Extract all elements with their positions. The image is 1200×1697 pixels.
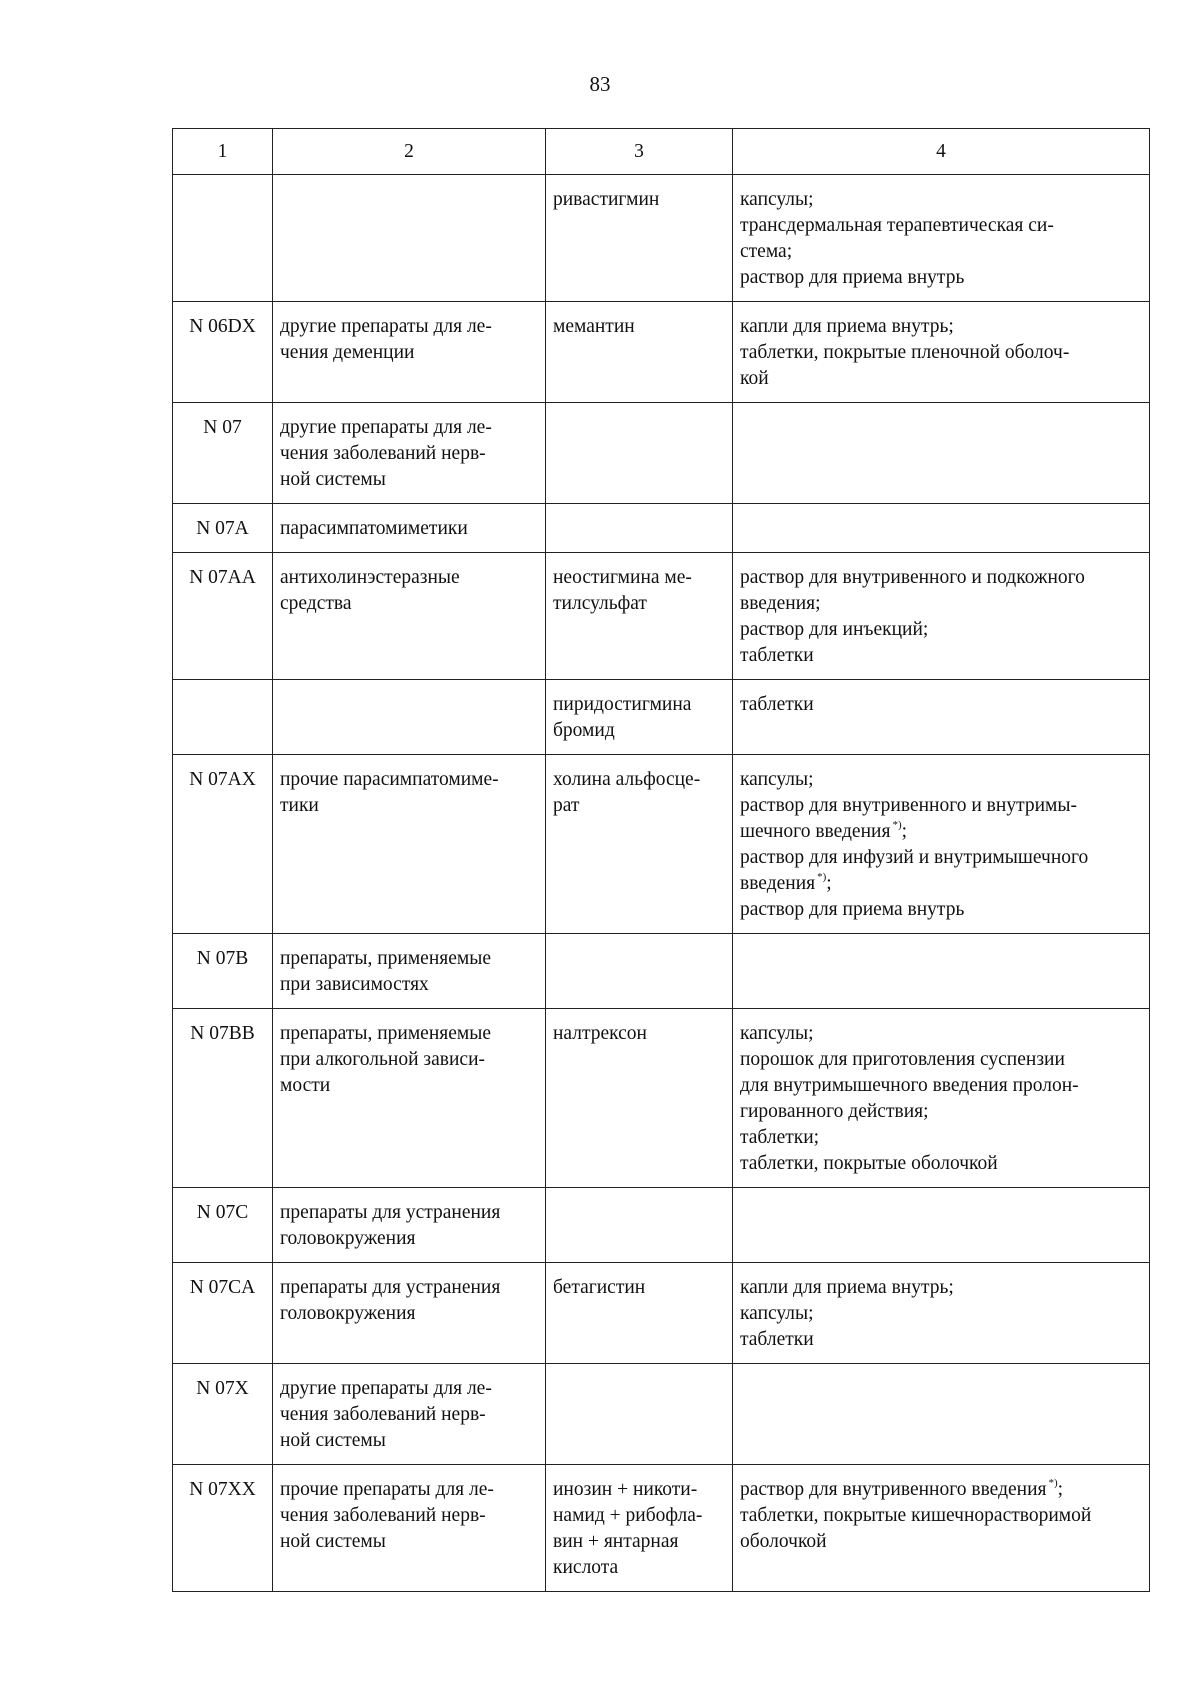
dosage-form-text: трансдермальная терапевтическая си-	[740, 215, 1054, 236]
column-header-2: 2	[273, 129, 546, 175]
atc-code-cell: N 07	[173, 403, 273, 504]
dosage-form-text: порошок для приготовления суспензии	[740, 1049, 1065, 1070]
table-row	[173, 175, 1150, 302]
dosage-form-text: таблетки;	[740, 1127, 820, 1148]
dosage-form-line	[740, 793, 1143, 819]
group-name-cell	[273, 755, 546, 934]
group-name-line: чения заболеваний нерв-	[280, 443, 486, 464]
table-row	[173, 755, 1150, 934]
group-name-line: чения деменции	[280, 342, 415, 363]
substance-line: бромид	[553, 720, 615, 741]
substance-line: ривастигмин	[553, 189, 660, 210]
substance-line: тилсульфат	[553, 593, 647, 614]
dosage-form-text: стема;	[740, 241, 793, 262]
group-name-cell	[273, 680, 546, 755]
atc-code-cell: N 07X	[173, 1364, 273, 1465]
group-name-cell	[273, 504, 546, 553]
substance-cell	[546, 934, 733, 1009]
group-name-line: прочие препараты для ле-	[280, 1479, 494, 1500]
dosage-form-punctuation: ;	[826, 873, 832, 894]
substance-cell	[546, 1364, 733, 1465]
dosage-form-line	[740, 1099, 1143, 1125]
group-name-line: прочие парасимпатомиме-	[280, 769, 499, 790]
dosage-form-cell	[733, 175, 1150, 302]
dosage-form-text: капли для приема внутрь;	[740, 1277, 954, 1298]
dosage-form-cell	[733, 302, 1150, 403]
group-name-line: другие препараты для ле-	[280, 1378, 492, 1399]
dosage-form-line	[740, 819, 1143, 845]
group-name-line: головокружения	[280, 1303, 416, 1324]
dosage-form-line	[740, 1125, 1143, 1151]
dosage-form-cell	[733, 934, 1150, 1009]
table-row	[173, 1009, 1150, 1188]
dosage-form-line	[740, 617, 1143, 643]
dosage-form-line	[740, 871, 1143, 897]
dosage-form-line	[740, 643, 1143, 669]
dosage-form-text: капсулы;	[740, 1303, 814, 1324]
group-name-cell	[273, 1009, 546, 1188]
substance-cell	[546, 1263, 733, 1364]
atc-code-cell: N 07AX	[173, 755, 273, 934]
dosage-form-line	[740, 1503, 1143, 1529]
table-row	[173, 680, 1150, 755]
dosage-form-text: капсулы;	[740, 769, 814, 790]
group-name-line: препараты для устранения	[280, 1277, 501, 1298]
group-name-cell	[273, 1263, 546, 1364]
dosage-form-text: капсулы;	[740, 1023, 814, 1044]
dosage-form-cell	[733, 403, 1150, 504]
group-name-line: парасимпатомиметики	[280, 518, 468, 539]
drug-list-table	[172, 128, 1150, 1592]
dosage-form-line	[740, 591, 1143, 617]
table-row	[173, 302, 1150, 403]
group-name-line: тики	[280, 795, 319, 816]
substance-line: пиридостигмина	[553, 694, 692, 715]
dosage-form-line	[740, 1021, 1143, 1047]
substance-line: инозин + никоти-	[553, 1479, 698, 1500]
atc-code-cell: N 07A	[173, 504, 273, 553]
group-name-cell	[273, 302, 546, 403]
table-row	[173, 934, 1150, 1009]
dosage-form-cell	[733, 755, 1150, 934]
group-name-line: головокружения	[280, 1228, 416, 1249]
substance-line: неостигмина ме-	[553, 567, 692, 588]
substance-cell	[546, 553, 733, 680]
dosage-form-cell	[733, 1009, 1150, 1188]
dosage-form-line	[740, 1477, 1143, 1503]
substance-line: холина альфосце-	[553, 769, 701, 790]
dosage-form-cell	[733, 504, 1150, 553]
group-name-cell	[273, 175, 546, 302]
header-row	[173, 129, 1150, 175]
dosage-form-cell	[733, 553, 1150, 680]
dosage-form-text: раствор для внутривенного введения	[740, 1479, 1047, 1500]
table-row	[173, 553, 1150, 680]
group-name-cell	[273, 1188, 546, 1263]
column-header-1: 1	[173, 129, 273, 175]
group-name-cell	[273, 553, 546, 680]
dosage-form-text: капсулы;	[740, 189, 814, 210]
substance-line: мемантин	[553, 316, 635, 337]
group-name-line: мости	[280, 1075, 331, 1096]
substance-line: кислота	[553, 1557, 619, 1578]
substance-line: намид + рибофла-	[553, 1505, 703, 1526]
table-body	[173, 175, 1150, 1592]
atc-code-cell: N 07XX	[173, 1465, 273, 1592]
dosage-form-line	[740, 1529, 1143, 1555]
table-row	[173, 1465, 1150, 1592]
substance-line: вин + янтарная	[553, 1531, 679, 1552]
atc-code-cell: N 07AA	[173, 553, 273, 680]
column-header-3: 3	[546, 129, 733, 175]
dosage-form-cell	[733, 1188, 1150, 1263]
dosage-form-line	[740, 366, 1143, 392]
dosage-form-text: раствор для приема внутрь	[740, 899, 965, 920]
dosage-form-punctuation: ;	[1057, 1479, 1064, 1500]
table-row	[173, 504, 1150, 553]
group-name-line: препараты для устранения	[280, 1202, 501, 1223]
dosage-form-text: капли для приема внутрь;	[740, 316, 954, 337]
footnote-marker: *)	[892, 819, 902, 831]
dosage-form-line	[740, 1301, 1143, 1327]
dosage-form-line	[740, 1151, 1143, 1177]
dosage-form-line	[740, 265, 1143, 291]
dosage-form-line	[740, 1047, 1143, 1073]
dosage-form-text: раствор для приема внутрь	[740, 267, 965, 288]
dosage-form-text: для внутримышечного введения пролон-	[740, 1075, 1079, 1096]
atc-code-cell: N 07CA	[173, 1263, 273, 1364]
group-name-line: препараты, применяемые	[280, 1023, 491, 1044]
dosage-form-text: введения;	[740, 593, 821, 614]
atc-code-cell: N 06DX	[173, 302, 273, 403]
substance-cell	[546, 175, 733, 302]
substance-cell	[546, 755, 733, 934]
footnote-marker: *)	[1048, 1477, 1058, 1489]
dosage-form-line	[740, 314, 1143, 340]
page-number: 83	[589, 72, 611, 96]
group-name-line: при зависимостях	[280, 974, 429, 995]
dosage-form-text: раствор для инфузий и внутримышечного	[740, 847, 1089, 868]
dosage-form-text: таблетки	[740, 645, 814, 666]
dosage-form-text: раствор для внутривенного и внутримы-	[740, 795, 1077, 816]
dosage-form-line	[740, 845, 1143, 871]
group-name-line: чения заболеваний нерв-	[280, 1404, 486, 1425]
dosage-form-text: таблетки	[740, 694, 814, 715]
dosage-form-line	[740, 692, 1143, 718]
table-row	[173, 403, 1150, 504]
group-name-cell	[273, 934, 546, 1009]
substance-line: бетагистин	[553, 1277, 646, 1298]
atc-code-cell	[173, 680, 273, 755]
substance-line: налтрексон	[553, 1023, 647, 1044]
group-name-cell	[273, 403, 546, 504]
substance-cell	[546, 302, 733, 403]
group-name-line: препараты, применяемые	[280, 948, 491, 969]
footnote-marker: *)	[817, 871, 827, 883]
group-name-line: ной системы	[280, 469, 386, 490]
dosage-form-line	[740, 565, 1143, 591]
dosage-form-cell	[733, 1364, 1150, 1465]
substance-cell	[546, 504, 733, 553]
group-name-line: ной системы	[280, 1430, 386, 1451]
group-name-line: другие препараты для ле-	[280, 417, 492, 438]
group-name-cell	[273, 1465, 546, 1592]
dosage-form-cell	[733, 1263, 1150, 1364]
dosage-form-punctuation: ;	[901, 821, 908, 842]
substance-cell	[546, 1465, 733, 1592]
dosage-form-line	[740, 213, 1143, 239]
dosage-form-line	[740, 1073, 1143, 1099]
atc-code-cell: N 07BB	[173, 1009, 273, 1188]
dosage-form-text: таблетки, покрытые кишечнорастворимой	[740, 1505, 1092, 1526]
substance-cell	[546, 680, 733, 755]
dosage-form-line	[740, 340, 1143, 366]
group-name-line: ной системы	[280, 1531, 386, 1552]
dosage-form-text: кой	[740, 368, 769, 389]
column-header-4: 4	[733, 129, 1150, 175]
substance-cell	[546, 1188, 733, 1263]
table-row	[173, 1263, 1150, 1364]
dosage-form-text: таблетки, покрытые пленочной оболоч-	[740, 342, 1070, 363]
group-name-line: антихолинэстеразные	[280, 567, 460, 588]
atc-code-cell: N 07C	[173, 1188, 273, 1263]
dosage-form-text: таблетки, покрытые оболочкой	[740, 1153, 998, 1174]
dosage-form-text: введения	[740, 873, 816, 894]
substance-line: рат	[553, 795, 580, 816]
atc-code-cell	[173, 175, 273, 302]
dosage-form-line	[740, 1327, 1143, 1353]
substance-cell	[546, 1009, 733, 1188]
dosage-form-line	[740, 239, 1143, 265]
group-name-line: средства	[280, 593, 352, 614]
dosage-form-text: гированного действия;	[740, 1101, 929, 1122]
group-name-line: чения заболеваний нерв-	[280, 1505, 486, 1526]
group-name-line: при алкогольной зависи-	[280, 1049, 485, 1070]
dosage-form-text: раствор для внутривенного и подкожного	[740, 567, 1085, 588]
dosage-form-text: шечного введения	[740, 821, 891, 842]
table-row	[173, 1364, 1150, 1465]
dosage-form-text: оболочкой	[740, 1531, 827, 1552]
group-name-line: другие препараты для ле-	[280, 316, 492, 337]
dosage-form-line	[740, 187, 1143, 213]
dosage-form-line	[740, 1275, 1143, 1301]
substance-cell	[546, 403, 733, 504]
dosage-form-line	[740, 897, 1143, 923]
dosage-form-cell	[733, 1465, 1150, 1592]
dosage-form-text: таблетки	[740, 1329, 814, 1350]
dosage-form-text: раствор для инъекций;	[740, 619, 929, 640]
dosage-form-cell	[733, 680, 1150, 755]
atc-code-cell: N 07B	[173, 934, 273, 1009]
group-name-cell	[273, 1364, 546, 1465]
table-row	[173, 1188, 1150, 1263]
dosage-form-line	[740, 767, 1143, 793]
